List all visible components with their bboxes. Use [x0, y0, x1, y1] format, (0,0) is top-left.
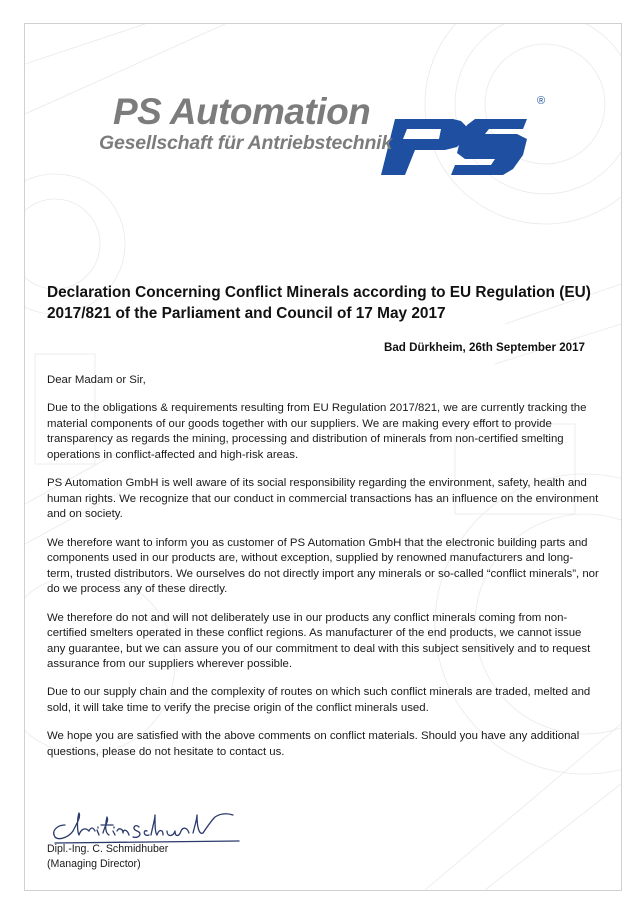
- document-title: Declaration Concerning Conflict Minerals according to EU Regulation (EU) 2017/821 of the Parliament and Council of 17 May 2017: [47, 284, 591, 322]
- date-line: Bad Dürkheim, 26th September 2017: [383, 341, 585, 354]
- paragraph: We therefore want to inform you as customer of PS Automation GmbH that the electronic building parts and components used in our products are, without exception, supplied by renowned manufacturers and long-term, trusted distributors. We ourselves do not directly import any minerals or so-called “conflict minerals”, nor do we process any of these directly.: [47, 536, 599, 596]
- document-page: [24, 23, 622, 891]
- paragraph: Due to our supply chain and the complexity of routes on which such conflict minerals are traded, melted and sold, it will take time to verify the precise origin of the conflict minerals used.: [47, 686, 591, 715]
- paragraph: We therefore do not and will not deliberately use in our products any conflict minerals coming from non-certified smelters operated in these conflict regions. As manufacturer of the end products, we cannot issue any guarantee, but we can assure you of our commitment to deal with this subject sensitively and to request assurance from our suppliers wherever possible.: [47, 611, 591, 671]
- company-tagline: Gesellschaft für Antriebstechnik: [99, 132, 393, 154]
- company-name: PS Automation: [113, 91, 371, 132]
- paragraph: Due to the obligations & requirements resulting from EU Regulation 2017/821, we are currently tracking the material components of our goods together with our suppliers. We are making every effort to provide transparency as regards the mining, processing and distribution of minerals from non-certified smelting operations in conflict-affected and high-risk areas.: [47, 402, 587, 461]
- signer-name: Dipl.-Ing. C. Schmidhuber: [47, 843, 169, 855]
- registered-mark: ®: [537, 95, 546, 107]
- signer-role: (Managing Director): [47, 858, 141, 870]
- paragraph: PS Automation GmbH is well aware of its social responsibility regarding the environment, safety, health and human rights. We recognize that our conduct in commercial transactions has an influence on the environment and on society.: [47, 477, 599, 521]
- letter-body: [47, 373, 599, 773]
- paragraph: We hope you are satisfied with the above comments on conflict materials. Should you have any additional questions, please do not hesitate to contact us.: [47, 730, 580, 758]
- handwritten-signature: [43, 797, 243, 847]
- salutation: Dear Madam or Sir,: [47, 374, 146, 386]
- signer-block: [47, 842, 168, 872]
